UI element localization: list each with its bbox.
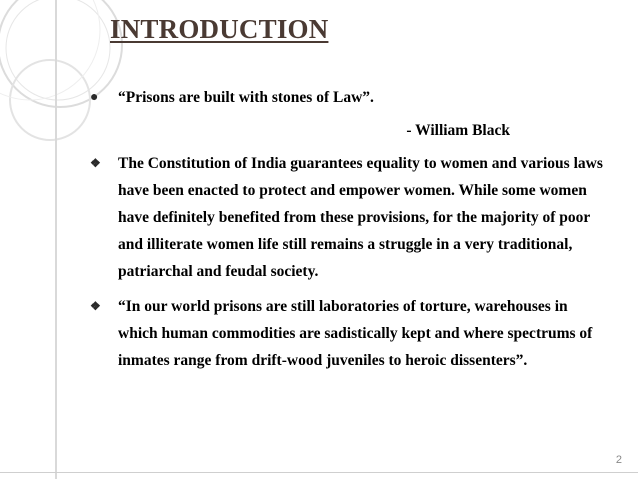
bottom-divider: [0, 472, 638, 473]
slide-title: INTRODUCTION: [110, 14, 329, 44]
side-divider: [55, 0, 57, 479]
quote-attribution: - William Black: [406, 122, 510, 139]
page-number: 2: [615, 454, 622, 466]
dot-bullet-icon: ●: [90, 90, 99, 105]
quote-text: “Prisons are built with stones of Law”.: [118, 89, 374, 106]
list-item: [90, 293, 610, 374]
quote-paragraph-text: “In our world prisons are still laboratories of torture, warehouses in which human commodities are sadistically kept and where spectrums of inmates range from drift-wood juveniles to heroic dissenters”.: [118, 298, 593, 369]
list-item: [90, 150, 610, 285]
slide-content: [90, 84, 610, 374]
diamond-bullet-icon: ❖: [90, 299, 101, 313]
paragraph-text: The Constitution of India guarantees equality to women and various laws have been enacted to protect and empower women. While some women have definitely benefited from these provisions, for the majority of poor and illiterate women life still remains a struggle in a very traditional, patriarchal and feudal society.: [118, 155, 603, 280]
list-item: [90, 84, 610, 111]
diamond-bullet-icon: ❖: [90, 156, 101, 170]
